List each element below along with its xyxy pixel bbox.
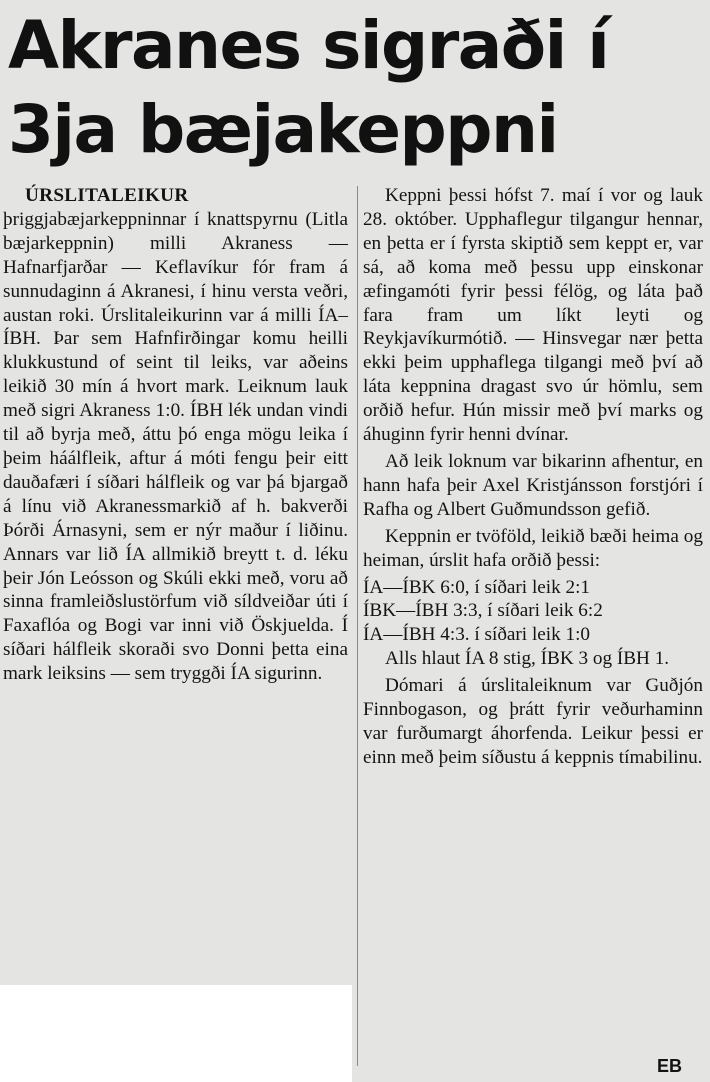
- left-column: [3, 184, 348, 689]
- left-paragraph-1: [3, 184, 348, 686]
- right-paragraph-3: Keppnin er tvöföld, leikið bæði heima og heiman, úrslit hafa orðið þessi:: [363, 525, 703, 571]
- right-column: [363, 184, 703, 773]
- left-paragraph-1-text: þriggjabæjarkeppninnar í knattspyrnu (Litla bæjarkeppnin) milli Akraness — Hafnarfjarðar — Keflavíkur fór fram á sunnudaginn á Akranesi, í hinu versta veðri, austan roki. Úrslitaleikurinn var á milli ÍA–ÍBH. Þar sem Hafnfirðingar komu heilli klukkustund of seint til leiks, var aðeins leikið 30 mín á hvort mark. Leiknum lauk með sigri Akraness 1:0. ÍBH lék undan vindi til að byrja með, áttu þó enga mögu leika í þeim háálfleik, aftur á móti fengu þeir eitt dauðafæri í síðari hálfleik og var þá bjargað á línu við Akranessmarkið af h. bakverði Þórði Árnasyni, sem er nýr maður í liðinu. Annars var lið ÍA allmikið breytt t. d. léku þeir Jón Leósson og Skúli ekki með, voru að sinna framleiðslustörfum við síldveiðar úti í Faxaflóa og Bogi var inni við Öskjuelda. Í síðari hálfleik skoraði svo Donni þetta eina mark leiksins — sem tryggði ÍA sigurinn.: [3, 208, 348, 685]
- right-paragraph-4: Alls hlaut ÍA 8 stig, ÍBK 3 og ÍBH 1.: [385, 648, 670, 670]
- right-paragraph-5: Dómari á úrslitaleiknum var Guðjón Finnbogason, og þrátt fyrir veðurhaminn var furðumargt áhorfenda. Leikur þessi er einn með þeim síðustu á keppnis tímabilinu.: [363, 675, 703, 768]
- right-paragraph-2: Að leik loknum var bikarinn afhentur, en hann hafa þeir Axel Kristjánsson forstjóri í Rafha og Albert Guðmundsson gefið.: [363, 450, 703, 520]
- lead-word: ÚRSLITALEIKUR: [25, 185, 189, 206]
- result-line-3: ÍA—ÍBH 4:3. í síðari leik 1:0: [363, 624, 591, 646]
- right-paragraph-1: Keppni þessi hófst 7. maí í vor og lauk 28. október. Upphaflegur tilgangur hennar, en þetta er í fyrsta skiptið sem keppt er, var sá, að koma með þessu upp einskonar æfingamóti fyrir þessi félög, og láta það fara fram um líkt leyti og Reykjavíkurmótið. — Hinsvegar nær þetta ekki þeim upphaflega tilgangi með því að láta keppnina dragast svo úr hömlu, sem orðið hefur. Hún missir með því marks og áhuginn fyrir henni dvínar.: [363, 185, 703, 446]
- headline-line-1: Akranes sigraði í: [8, 7, 609, 84]
- column-divider: [357, 186, 358, 1066]
- author-signature: EB: [656, 1056, 682, 1076]
- result-line-1: ÍA—ÍBK 6:0, í síðari leik 2:1: [363, 576, 591, 598]
- article-headline: [8, 4, 708, 172]
- headline-line-2: 3ja bæjakeppni: [8, 91, 558, 168]
- result-line-2: ÍBK—ÍBH 3:3, í síðari leik 6:2: [363, 600, 603, 622]
